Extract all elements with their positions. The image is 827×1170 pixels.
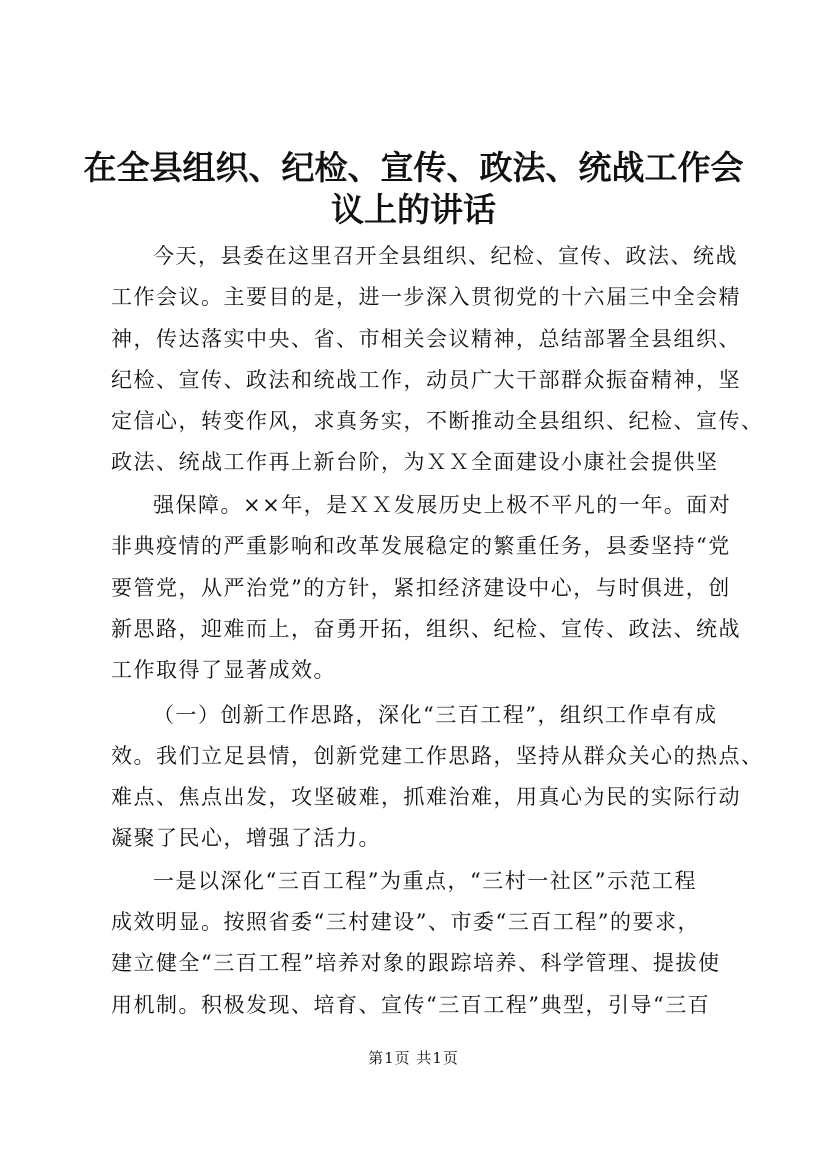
paragraph-4-line-3: 建立健全“三百工程”培养对象的跟踪培养、科学管理、提拔使 <box>111 951 721 975</box>
paragraph-2-line-3: 要管党，从严治党”的方针，紧扣经济建设中心，与时俱进，创 <box>111 576 731 600</box>
page-footer: 第1页 共1页 <box>368 1049 459 1067</box>
paragraph-2-line-4: 新思路，迎难而上，奋勇开拓，组织、纪检、宣传、政法、统战 <box>111 617 741 641</box>
document-title-line-1: 在全县组织、纪检、宣传、政法、统战工作会 <box>83 148 744 187</box>
paragraph-2-line-2: 非典疫情的严重影响和改革发展稳定的繁重任务，县委坚持“党 <box>111 534 731 558</box>
paragraph-1-line-4: 纪检、宣传、政法和统战工作，动员广大干部群众振奋精神，坚 <box>111 368 741 392</box>
paragraph-4-line-4: 用机制。积极发现、培育、宣传“三百工程”典型，引导“三百 <box>111 993 711 1017</box>
paragraph-1-line-6: 政法、统战工作再上新台阶，为ＸＸ全面建设小康社会提供坚 <box>111 450 719 474</box>
paragraph-1-line-1: 今天，县委在这里召开全县组织、纪检、宣传、政法、统战 <box>153 244 738 268</box>
paragraph-4-line-1: 一是以深化“三百工程”为重点，“三村一社区”示范工程 <box>153 869 697 893</box>
paragraph-1-line-2: 工作会议。主要目的是，进一步深入贯彻党的十六届三中全会精 <box>111 285 741 309</box>
paragraph-3-line-1: （一）创新工作思路，深化“三百工程”，组织工作卓有成 <box>153 703 718 727</box>
paragraph-1-line-5: 定信心，转变作风，求真务实，不断推动全县组织、纪检、宣传、 <box>111 409 764 433</box>
paragraph-2-line-5: 工作取得了显著成效。 <box>111 658 336 682</box>
paragraph-3-line-2: 效。我们立足县情，创新党建工作思路，坚持从群众关心的热点、 <box>111 744 764 768</box>
paragraph-4-line-2: 成效明显。按照省委“三村建设”、市委“三百工程”的要求， <box>111 910 700 934</box>
document-title-line-2: 议上的讲话 <box>331 190 496 229</box>
paragraph-3-line-3: 难点、焦点出发，攻坚破难，抓难治难，用真心为民的实际行动 <box>111 785 741 809</box>
paragraph-2-line-1: 强保障。××年，是ＸＸ发展历史上极不平凡的一年。面对 <box>153 493 732 517</box>
paragraph-3-line-4: 凝聚了民心，增强了活力。 <box>111 826 381 850</box>
paragraph-1-line-3: 神，传达落实中央、省、市相关会议精神，总结部署全县组织、 <box>111 327 741 351</box>
